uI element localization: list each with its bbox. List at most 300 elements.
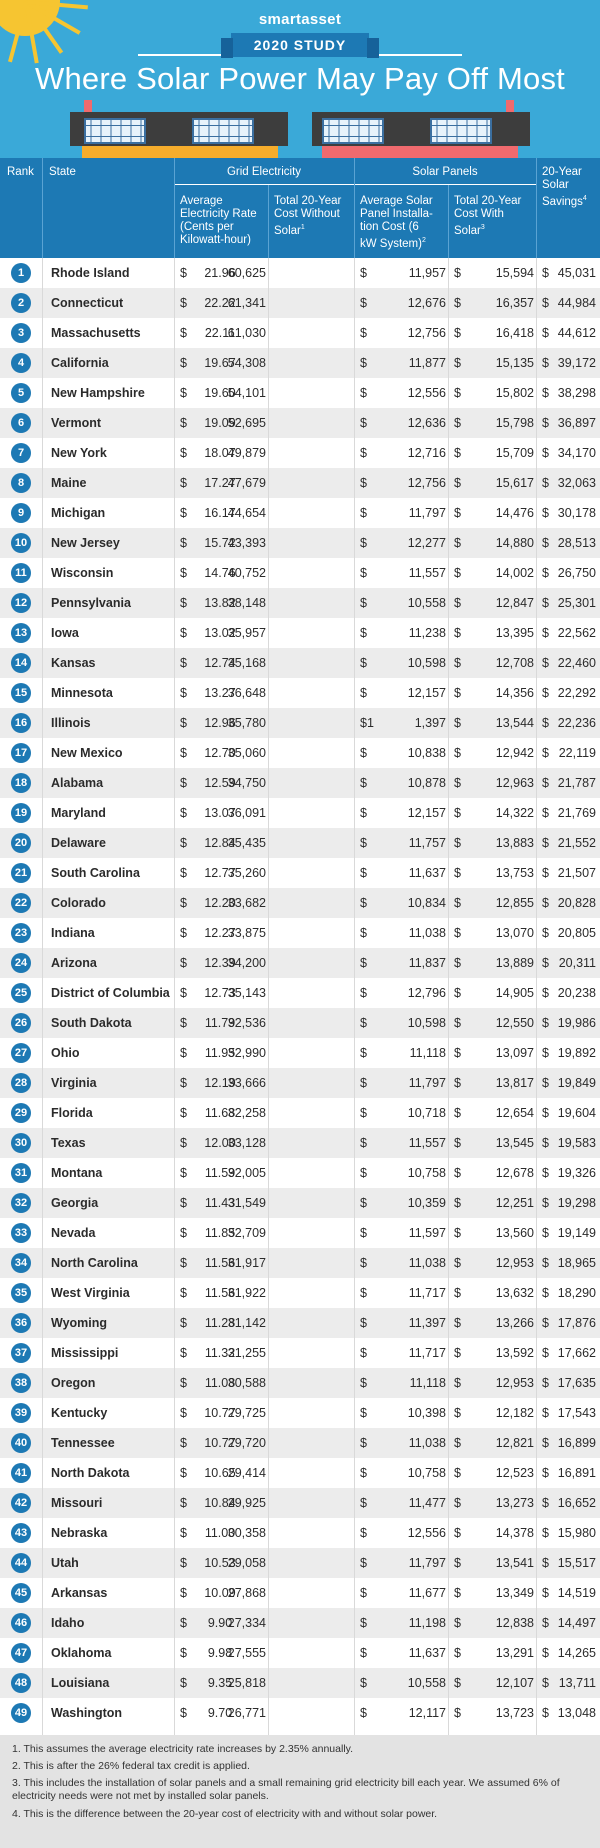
currency-symbol: $ <box>454 1136 461 1150</box>
currency-symbol: $ <box>180 1226 187 1240</box>
electricity-rate: 12.39 <box>204 956 236 970</box>
currency-symbol: $ <box>360 986 367 1000</box>
divider <box>42 258 43 1735</box>
currency-symbol: $ <box>180 1526 187 1540</box>
header-line <box>274 221 341 238</box>
electricity-rate: 22.22 <box>204 296 236 310</box>
cost-with-solar: 14,378 <box>495 1526 534 1540</box>
currency-symbol: $ <box>542 1586 549 1600</box>
rank-badge: 11 <box>11 563 31 583</box>
cost-with-solar: 14,905 <box>495 986 534 1000</box>
cost-with-solar: 13,889 <box>495 956 534 970</box>
currency-symbol: $ <box>360 1016 367 1030</box>
currency-symbol: $ <box>180 326 187 340</box>
table-row <box>0 1488 600 1518</box>
solar-savings: 20,828 <box>557 896 596 910</box>
currency-symbol: $ <box>180 1496 187 1510</box>
currency-symbol: $ <box>454 1466 461 1480</box>
table-row <box>0 318 600 348</box>
currency-symbol: $ <box>454 1256 461 1270</box>
state-name: Louisiana <box>51 1676 110 1690</box>
divider <box>174 184 536 185</box>
currency-symbol: $ <box>180 956 187 970</box>
currency-symbol: $ <box>180 926 187 940</box>
electricity-rate: 16.17 <box>204 506 236 520</box>
currency-symbol: $ <box>454 1496 461 1510</box>
state-name: Montana <box>51 1166 103 1180</box>
electricity-rate: 11.59 <box>204 1166 236 1180</box>
electricity-rate: 9.70 <box>207 1706 233 1720</box>
footnote-marker: 1 <box>300 224 305 231</box>
header-line <box>360 234 433 251</box>
currency-symbol: $ <box>180 1556 187 1570</box>
rank-badge: 28 <box>11 1073 31 1093</box>
footnote: 2. This is after the 26% federal tax credit is applied. <box>12 1760 250 1772</box>
rank-badge: 20 <box>11 833 31 853</box>
table-row <box>0 1218 600 1248</box>
electricity-rate: 12.73 <box>204 986 236 1000</box>
currency-symbol: $ <box>180 1286 187 1300</box>
currency-symbol: $ <box>542 566 549 580</box>
solar-panel-icon <box>322 118 384 144</box>
rank-badge: 1 <box>11 263 31 283</box>
table-row <box>0 1098 600 1128</box>
header-line: Total 20-Year <box>454 195 522 207</box>
currency-symbol: $ <box>180 1676 187 1690</box>
currency-symbol: $ <box>360 806 367 820</box>
divider <box>174 258 175 1735</box>
electricity-rate: 10.53 <box>204 1556 236 1570</box>
currency-symbol: $ <box>360 1706 367 1720</box>
header-cost-without <box>274 195 341 238</box>
currency-symbol: $ <box>454 1286 461 1300</box>
solar-savings: 19,849 <box>557 1076 596 1090</box>
currency-symbol: $ <box>454 1166 461 1180</box>
currency-symbol: $ <box>180 1376 187 1390</box>
cost-with-solar: 13,817 <box>495 1076 534 1090</box>
cost-without-solar: 60,625 <box>227 266 266 280</box>
cost-with-solar: 14,002 <box>495 566 534 580</box>
install-cost: 11,557 <box>408 566 446 580</box>
table-row <box>0 678 600 708</box>
solar-savings: 19,583 <box>557 1136 596 1150</box>
rank-badge: 32 <box>11 1193 31 1213</box>
state-name: Texas <box>51 1136 86 1150</box>
cost-with-solar: 13,273 <box>495 1496 534 1510</box>
electricity-rate: 11.85 <box>204 1226 236 1240</box>
currency-symbol: $ <box>180 1016 187 1030</box>
cost-without-solar: 35,168 <box>227 656 266 670</box>
install-cost: 11,397 <box>408 1316 446 1330</box>
cost-without-solar: 32,536 <box>227 1016 266 1030</box>
state-name: West Virginia <box>51 1286 130 1300</box>
solar-savings: 22,236 <box>557 716 596 730</box>
cost-with-solar: 12,251 <box>495 1196 534 1210</box>
currency-symbol: $ <box>180 536 187 550</box>
currency-symbol: $ <box>180 1076 187 1090</box>
install-cost: 10,834 <box>407 896 446 910</box>
electricity-rate: 11.08 <box>204 1376 236 1390</box>
install-cost: 10,878 <box>407 776 446 790</box>
rank-badge: 21 <box>11 863 31 883</box>
table-row <box>0 1698 600 1728</box>
cost-without-solar: 52,695 <box>227 416 266 430</box>
solar-savings: 13,711 <box>558 1676 596 1690</box>
page-title: Where Solar Power May Pay Off Most <box>35 61 565 96</box>
rank-badge: 14 <box>11 653 31 673</box>
currency-symbol: $ <box>454 266 461 280</box>
rank-badge: 41 <box>11 1463 31 1483</box>
electricity-rate: 21.96 <box>204 266 236 280</box>
currency-symbol: $ <box>542 1316 549 1330</box>
install-cost: 12,157 <box>407 686 446 700</box>
header-line: tion Cost (6 <box>360 221 419 233</box>
table-row <box>0 648 600 678</box>
install-cost: 11,797 <box>408 506 446 520</box>
header-cost-with <box>454 195 521 238</box>
currency-symbol: $ <box>360 416 367 430</box>
solar-savings: 44,612 <box>557 326 596 340</box>
currency-symbol: $ <box>542 806 549 820</box>
footnote: 4. This is the difference between the 20-year cost of electricity with and without solar power. <box>12 1808 438 1820</box>
install-cost: 11,038 <box>408 926 446 940</box>
currency-symbol: $ <box>454 1706 461 1720</box>
currency-symbol: $ <box>180 506 187 520</box>
table-row <box>0 918 600 948</box>
cost-without-solar: 31,255 <box>227 1346 266 1360</box>
currency-symbol: $ <box>180 566 187 580</box>
solar-savings: 21,507 <box>557 866 596 880</box>
divider <box>536 158 537 258</box>
header-line: Cost With <box>454 208 504 220</box>
cost-without-solar: 38,148 <box>227 596 266 610</box>
currency-symbol: $ <box>542 1646 549 1660</box>
solar-savings: 28,513 <box>557 536 596 550</box>
header-line <box>542 192 587 209</box>
solar-savings: 19,604 <box>557 1106 596 1120</box>
rank-badge: 16 <box>11 713 31 733</box>
table-row <box>0 1458 600 1488</box>
currency-symbol: $ <box>454 1226 461 1240</box>
currency-symbol: $ <box>360 1466 367 1480</box>
currency-symbol: $1 <box>360 716 374 730</box>
rank-badge: 29 <box>11 1103 31 1123</box>
install-cost: 12,756 <box>407 326 446 340</box>
electricity-rate: 11.95 <box>204 1046 236 1060</box>
currency-symbol: $ <box>360 326 367 340</box>
currency-symbol: $ <box>360 656 367 670</box>
currency-symbol: $ <box>360 1346 367 1360</box>
electricity-rate: 12.19 <box>204 1076 236 1090</box>
rank-badge: 34 <box>11 1253 31 1273</box>
electricity-rate: 10.65 <box>204 1466 236 1480</box>
electricity-rate: 11.56 <box>204 1256 236 1270</box>
cost-with-solar: 13,883 <box>495 836 534 850</box>
cost-with-solar: 12,838 <box>495 1616 534 1630</box>
state-name: Connecticut <box>51 296 124 310</box>
cost-without-solar: 35,060 <box>227 746 266 760</box>
install-cost: 11,597 <box>408 1226 446 1240</box>
cost-with-solar: 13,545 <box>495 1136 534 1150</box>
electricity-rate: 12.84 <box>204 836 236 850</box>
cost-without-solar: 32,258 <box>227 1106 266 1120</box>
solar-savings: 16,891 <box>557 1466 596 1480</box>
cost-without-solar: 27,555 <box>227 1646 266 1660</box>
currency-symbol: $ <box>360 776 367 790</box>
cost-with-solar: 15,135 <box>495 356 534 370</box>
cost-without-solar: 27,334 <box>227 1616 266 1630</box>
table-row <box>0 1308 600 1338</box>
solar-savings: 44,984 <box>557 296 596 310</box>
cost-without-solar: 54,101 <box>227 386 266 400</box>
rank-badge: 40 <box>11 1433 31 1453</box>
currency-symbol: $ <box>542 1676 549 1690</box>
currency-symbol: $ <box>542 686 549 700</box>
state-name: North Dakota <box>51 1466 130 1480</box>
state-name: Iowa <box>51 626 79 640</box>
currency-symbol: $ <box>542 1706 549 1720</box>
cost-with-solar: 13,097 <box>495 1046 534 1060</box>
install-cost: 11,837 <box>408 956 446 970</box>
currency-symbol: $ <box>180 836 187 850</box>
state-name: South Dakota <box>51 1016 132 1030</box>
currency-symbol: $ <box>454 1676 461 1690</box>
install-cost: 12,277 <box>407 536 446 550</box>
install-cost: 11,557 <box>408 1136 446 1150</box>
cost-without-solar: 31,142 <box>227 1316 266 1330</box>
solar-panel-icon <box>192 118 254 144</box>
currency-symbol: $ <box>180 1166 187 1180</box>
currency-symbol: $ <box>360 1046 367 1060</box>
currency-symbol: $ <box>454 896 461 910</box>
electricity-rate: 15.72 <box>204 536 236 550</box>
currency-symbol: $ <box>542 1136 549 1150</box>
solar-savings: 38,298 <box>557 386 596 400</box>
currency-symbol: $ <box>542 896 549 910</box>
electricity-rate: 12.70 <box>204 746 236 760</box>
table-row <box>0 1008 600 1038</box>
currency-symbol: $ <box>360 386 367 400</box>
install-cost: 12,676 <box>407 296 446 310</box>
currency-symbol: $ <box>454 596 461 610</box>
state-name: Mississippi <box>51 1346 119 1360</box>
state-name: Arizona <box>51 956 97 970</box>
cost-without-solar: 33,128 <box>227 1136 266 1150</box>
divider <box>448 258 449 1735</box>
currency-symbol: $ <box>454 956 461 970</box>
currency-symbol: $ <box>180 596 187 610</box>
electricity-rate: 11.00 <box>204 1526 236 1540</box>
rank-badge: 49 <box>11 1703 31 1723</box>
electricity-rate: 11.79 <box>204 1016 236 1030</box>
install-cost: 11,757 <box>408 836 446 850</box>
rank-badge: 35 <box>11 1283 31 1303</box>
currency-symbol: $ <box>454 1196 461 1210</box>
currency-symbol: $ <box>360 266 367 280</box>
cost-with-solar: 13,632 <box>495 1286 534 1300</box>
currency-symbol: $ <box>360 1106 367 1120</box>
electricity-rate: 19.09 <box>204 416 236 430</box>
install-cost: 11,118 <box>409 1376 446 1390</box>
solar-savings: 14,497 <box>557 1616 596 1630</box>
cost-without-solar: 32,005 <box>227 1166 266 1180</box>
currency-symbol: $ <box>180 746 187 760</box>
table-row <box>0 1128 600 1158</box>
solar-savings: 21,552 <box>557 836 596 850</box>
currency-symbol: $ <box>360 356 367 370</box>
header-text: kW System) <box>360 237 422 250</box>
table-row <box>0 528 600 558</box>
solar-savings: 16,899 <box>557 1436 596 1450</box>
solar-savings: 19,986 <box>557 1016 596 1030</box>
install-cost: 11,238 <box>408 626 446 640</box>
rank-badge: 10 <box>11 533 31 553</box>
currency-symbol: $ <box>360 866 367 880</box>
electricity-rate: 11.32 <box>204 1346 236 1360</box>
rank-badge: 26 <box>11 1013 31 1033</box>
currency-symbol: $ <box>360 896 367 910</box>
header-line <box>454 221 521 238</box>
rank-badge: 5 <box>11 383 31 403</box>
install-cost: 11,477 <box>408 1496 446 1510</box>
solar-savings: 22,119 <box>558 746 596 760</box>
currency-symbol: $ <box>360 1496 367 1510</box>
table-row <box>0 588 600 618</box>
currency-symbol: $ <box>454 746 461 760</box>
table-row <box>0 828 600 858</box>
cost-with-solar: 12,847 <box>495 596 534 610</box>
footnote-marker: 3 <box>480 224 485 231</box>
cost-with-solar: 14,476 <box>495 506 534 520</box>
rank-badge: 2 <box>11 293 31 313</box>
rank-badge: 3 <box>11 323 31 343</box>
install-cost: 11,038 <box>408 1436 446 1450</box>
install-cost: 10,558 <box>407 1676 446 1690</box>
rank-badge: 6 <box>11 413 31 433</box>
cost-without-solar: 54,308 <box>227 356 266 370</box>
table-row <box>0 1248 600 1278</box>
currency-symbol: $ <box>542 1466 549 1480</box>
currency-symbol: $ <box>542 836 549 850</box>
cost-without-solar: 31,917 <box>227 1256 266 1270</box>
table-row <box>0 288 600 318</box>
currency-symbol: $ <box>454 476 461 490</box>
cost-without-solar: 35,260 <box>227 866 266 880</box>
solar-savings: 13,048 <box>557 1706 596 1720</box>
rank-badge: 39 <box>11 1403 31 1423</box>
install-cost: 12,556 <box>407 1526 446 1540</box>
table-row <box>0 1428 600 1458</box>
divider <box>536 258 537 1735</box>
header-line: Average <box>180 195 223 207</box>
currency-symbol: $ <box>360 626 367 640</box>
solar-savings: 22,292 <box>557 686 596 700</box>
cost-with-solar: 13,070 <box>495 926 534 940</box>
currency-symbol: $ <box>360 1406 367 1420</box>
cost-without-solar: 32,709 <box>227 1226 266 1240</box>
table-row <box>0 768 600 798</box>
cost-with-solar: 15,802 <box>495 386 534 400</box>
cost-without-solar: 29,414 <box>227 1466 266 1480</box>
chimney-icon <box>84 100 92 112</box>
currency-symbol: $ <box>542 1406 549 1420</box>
solar-savings: 17,876 <box>557 1316 596 1330</box>
cost-with-solar: 12,708 <box>495 656 534 670</box>
header-line: Panel Installa- <box>360 208 433 220</box>
solar-savings: 21,787 <box>557 776 596 790</box>
table-row <box>0 468 600 498</box>
cost-with-solar: 14,880 <box>495 536 534 550</box>
cost-without-solar: 31,922 <box>227 1286 266 1300</box>
currency-symbol: $ <box>360 476 367 490</box>
cost-without-solar: 35,435 <box>227 836 266 850</box>
cost-without-solar: 29,720 <box>227 1436 266 1450</box>
cost-without-solar: 25,818 <box>227 1676 266 1690</box>
rank-badge: 48 <box>11 1673 31 1693</box>
rank-badge: 37 <box>11 1343 31 1363</box>
currency-symbol: $ <box>454 326 461 340</box>
table-row <box>0 978 600 1008</box>
header-line: 20-Year <box>542 166 582 178</box>
electricity-rate: 14.76 <box>204 566 236 580</box>
install-cost: 10,598 <box>407 1016 446 1030</box>
state-name: District of Columbia <box>51 986 170 1000</box>
header-line: Electricity Rate <box>180 208 257 220</box>
state-name: Kansas <box>51 656 96 670</box>
cost-without-solar: 40,752 <box>227 566 266 580</box>
state-name: South Carolina <box>51 866 140 880</box>
currency-symbol: $ <box>360 1136 367 1150</box>
currency-symbol: $ <box>454 1526 461 1540</box>
cost-with-solar: 15,798 <box>495 416 534 430</box>
rank-badge: 38 <box>11 1373 31 1393</box>
currency-symbol: $ <box>180 356 187 370</box>
state-name: New Mexico <box>51 746 123 760</box>
currency-symbol: $ <box>454 536 461 550</box>
cost-without-solar: 30,358 <box>227 1526 266 1540</box>
electricity-rate: 10.77 <box>204 1406 236 1420</box>
state-name: New York <box>51 446 107 460</box>
cost-with-solar: 12,953 <box>495 1376 534 1390</box>
cost-with-solar: 13,560 <box>495 1226 534 1240</box>
table-row <box>0 1638 600 1668</box>
rank-badge: 25 <box>11 983 31 1003</box>
state-name: Washington <box>51 1706 123 1720</box>
state-name: Virginia <box>51 1076 97 1090</box>
cost-with-solar: 13,592 <box>495 1346 534 1360</box>
table-row <box>0 1338 600 1368</box>
cost-without-solar: 49,879 <box>227 446 266 460</box>
state-name: Wyoming <box>51 1316 108 1330</box>
divider <box>42 158 43 258</box>
solar-savings: 45,031 <box>557 266 596 280</box>
rank-badge: 24 <box>11 953 31 973</box>
currency-symbol: $ <box>542 656 549 670</box>
table-row <box>0 1578 600 1608</box>
currency-symbol: $ <box>542 1226 549 1240</box>
electricity-rate: 19.67 <box>204 356 236 370</box>
electricity-rate: 12.20 <box>204 896 236 910</box>
currency-symbol: $ <box>454 986 461 1000</box>
rank-badge: 13 <box>11 623 31 643</box>
currency-symbol: $ <box>180 1136 187 1150</box>
cost-without-solar: 29,058 <box>227 1556 266 1570</box>
electricity-rate: 13.02 <box>204 626 236 640</box>
rank-badge: 47 <box>11 1643 31 1663</box>
electricity-rate: 18.07 <box>204 446 236 460</box>
currency-symbol: $ <box>180 386 187 400</box>
header-line: (Cents per <box>180 221 234 233</box>
